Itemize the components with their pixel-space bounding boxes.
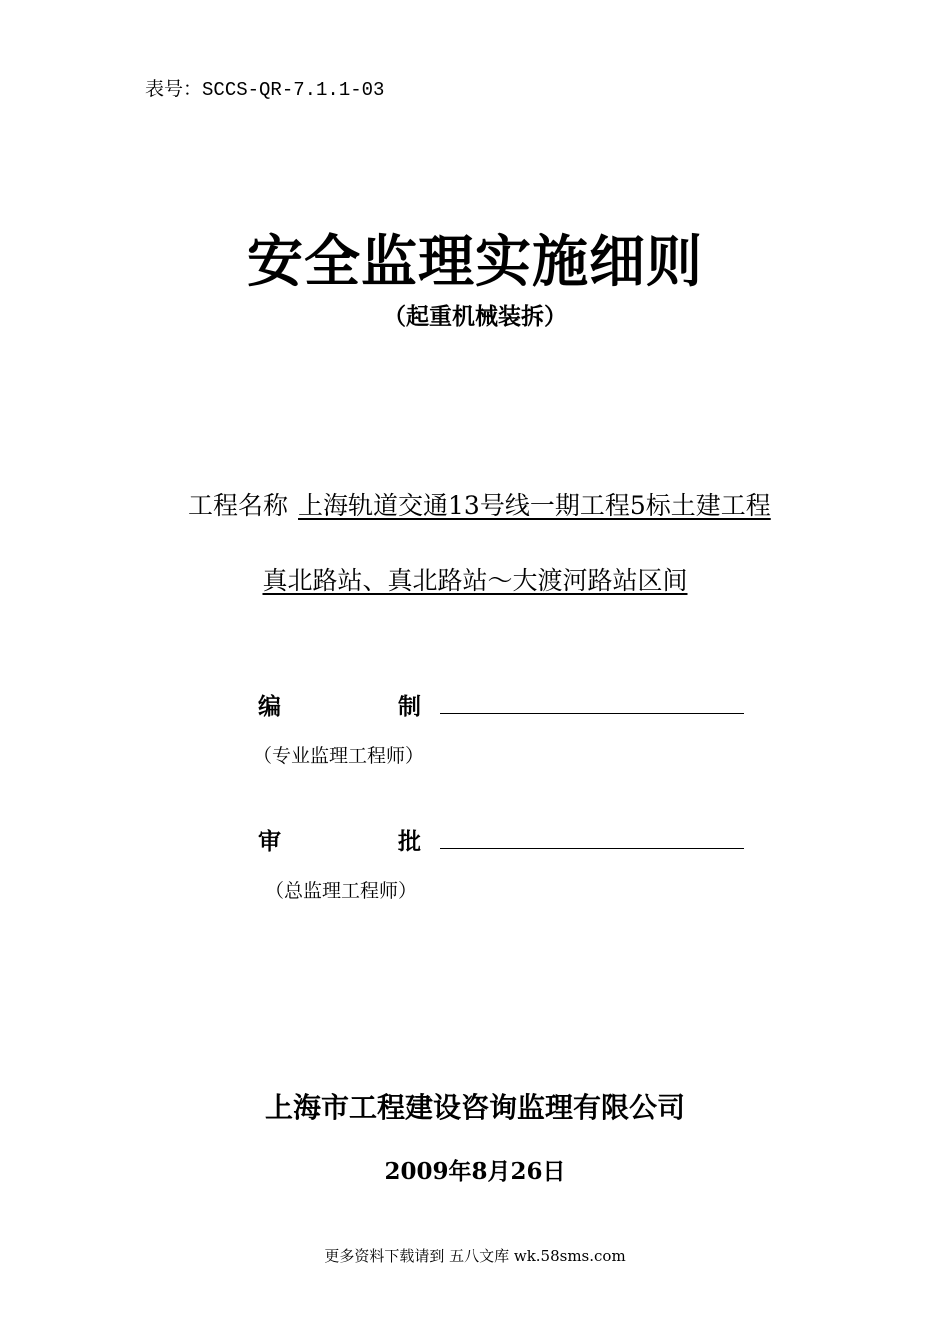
project-name-label: 工程名称 <box>188 491 289 520</box>
compile-row <box>258 688 438 721</box>
approve-label-char1: 审 <box>258 829 281 855</box>
approve-label-char2: 批 <box>398 829 421 855</box>
document-title: 安全监理实施细则 <box>247 230 703 295</box>
form-number-code: SCCS-QR-7.1.1-03 <box>202 79 385 101</box>
approve-role: （总监理工程师） <box>265 880 418 902</box>
project-name-row <box>188 486 771 522</box>
form-number-label: 表号： <box>145 78 203 100</box>
compile-signature-line <box>440 713 744 714</box>
document-subtitle: （起重机械装拆） <box>383 304 567 330</box>
form-number <box>145 74 384 101</box>
compile-role: （专业监理工程师） <box>253 745 425 767</box>
compile-label-char2: 制 <box>398 694 421 720</box>
project-name-value-line2: 真北路站、真北路站～大渡河路站区间 <box>262 566 688 595</box>
compile-label-char1: 编 <box>258 694 281 720</box>
project-name-value-line1: 上海轨道交通13号线一期工程5标土建工程 <box>298 491 771 520</box>
company-name: 上海市工程建设咨询监理有限公司 <box>264 1091 685 1124</box>
approve-signature-line <box>440 848 744 849</box>
document-date: 2009年8月26日 <box>384 1158 566 1185</box>
footer-note: 更多资料下载请到 五八文库 wk.58sms.com <box>324 1247 626 1265</box>
approve-row <box>258 823 438 856</box>
